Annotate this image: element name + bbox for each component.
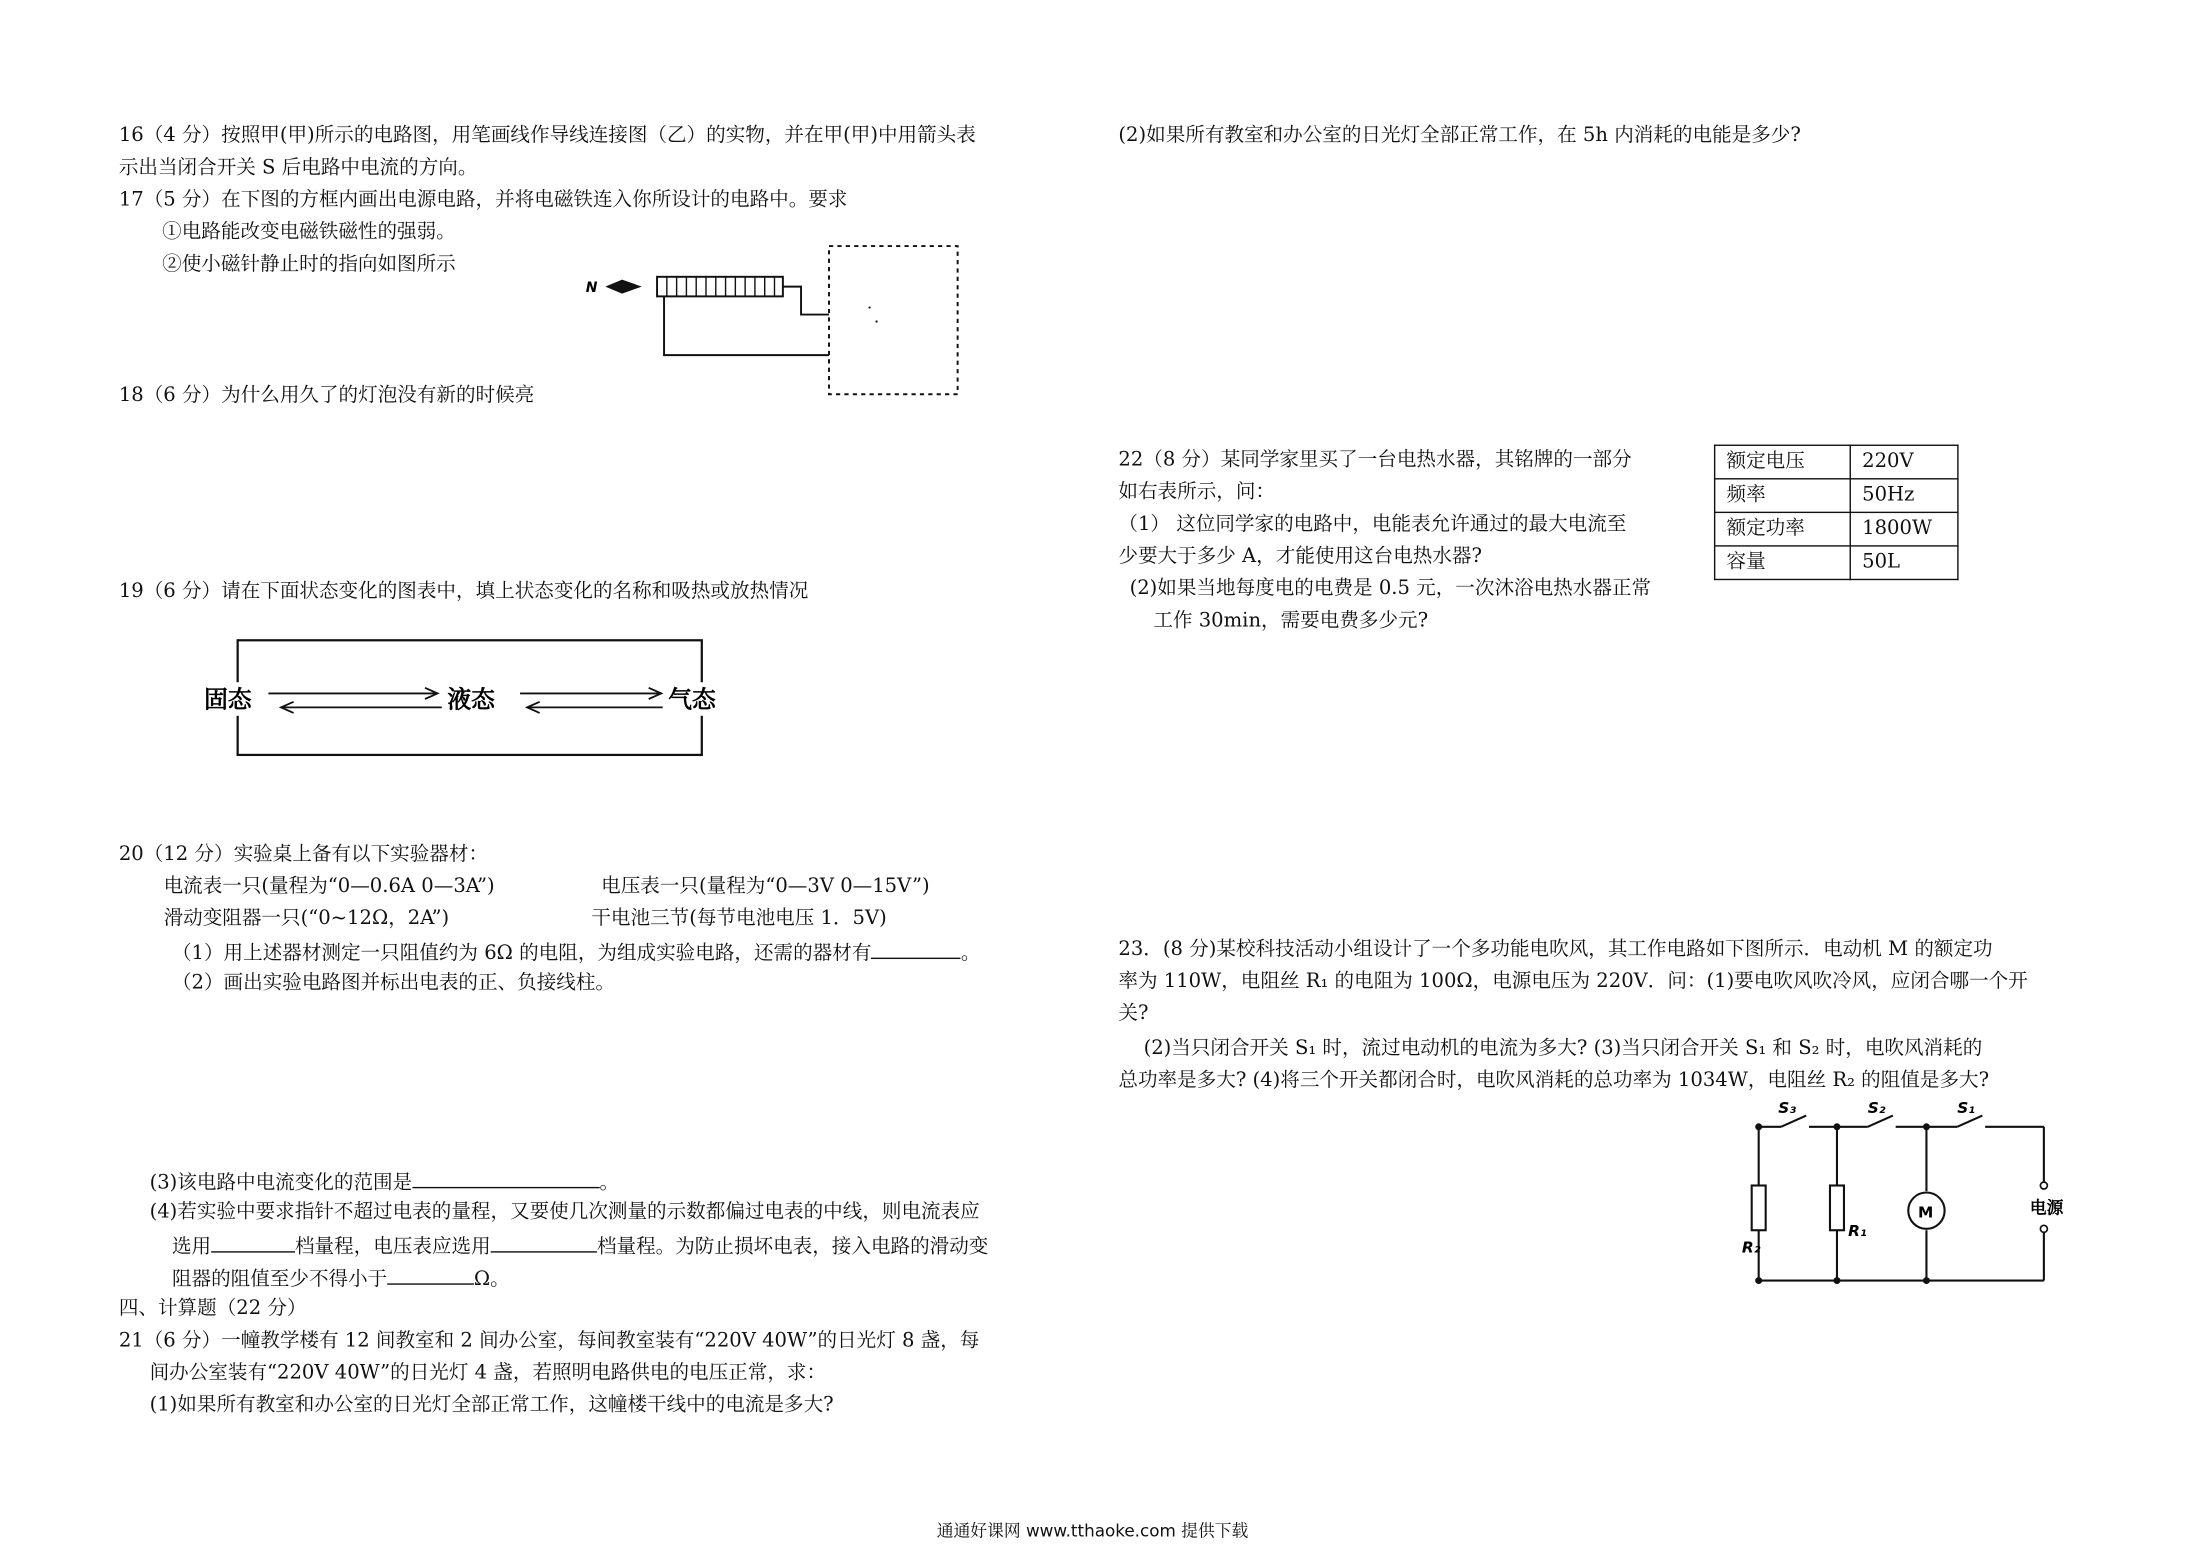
q20-part4-line2 xyxy=(172,1229,988,1264)
answer-blank[interactable] xyxy=(871,935,960,959)
spec-key: 额定电压 xyxy=(1715,445,1851,479)
q20-part1-end: 。 xyxy=(960,942,981,965)
q20-line1: 20（12 分）实验桌上备有以下实验器材： xyxy=(118,842,489,866)
q21-line2: 间办公室装有“220V 40W”的日光灯 4 盏，若照明电路供电的电压正常，求： xyxy=(149,1361,827,1385)
nameplate-table xyxy=(1714,445,1959,581)
spec-value: 50Hz xyxy=(1850,479,1958,513)
q20-part4-text-d: 阻器的阻值至少不得小于 xyxy=(171,1267,388,1291)
q23-line4: (2)当只闭合开关 S₁ 时，流过电动机的电流为多大? (3)当只闭合开关 S₁ 和 S₂ 时，电吹风消耗的 xyxy=(1143,1037,1983,1060)
hairdryer-circuit xyxy=(1734,1099,2084,1295)
q20-part4-text-b: 档量程，电压表应选用 xyxy=(294,1235,491,1259)
state-change-diagram xyxy=(196,632,741,765)
q20-voltmeter: 电压表一只(量程为“0—3V 0—15V”) xyxy=(601,875,930,898)
q18-line: 18（6 分）为什么用久了的灯泡没有新的时候亮 xyxy=(118,384,535,407)
q20-part4-text-a: 选用 xyxy=(171,1235,212,1259)
spec-value: 1800W xyxy=(1850,512,1958,546)
q23-line3: 关? xyxy=(1118,1002,1149,1025)
q20-part1 xyxy=(172,935,981,970)
q22-part2-line1: (2)如果当地每度电的电费是 0.5 元，一次沐浴电热水器正常 xyxy=(1129,577,1652,600)
motor-label: M xyxy=(1918,1203,1934,1222)
q20-part2: （2）画出实验电路图并标出电表的正、负接线柱。 xyxy=(171,971,615,994)
q16-line2: 示出当闭合开关 S 后电路中电流的方向。 xyxy=(118,156,478,179)
spec-value: 220V xyxy=(1850,445,1958,479)
q22-part2-line2: 工作 30min，需要电费多少元? xyxy=(1153,609,1429,632)
state-gas: 气态 xyxy=(668,685,716,714)
table-row xyxy=(1715,512,1958,546)
q23-line1: 23．(8 分)某校科技活动小组设计了一个多功能电吹风，其工作电路如下图所示．电动机 M 的额定功 xyxy=(1118,938,1993,961)
spec-key: 额定功率 xyxy=(1715,512,1851,546)
q23-line2: 率为 110W，电阻丝 R₁ 的电阻为 100Ω，电源电压为 220V．问：(1)要电吹风吹冷风，应闭合哪一个开 xyxy=(1118,970,2028,993)
resistor-r1 xyxy=(1830,1186,1844,1231)
q20-part4-line3 xyxy=(172,1261,510,1296)
r1-label: R₁ xyxy=(1848,1221,1867,1240)
q20-rheostat: 滑动变阻器一只(“0~12Ω，2A”) xyxy=(163,907,450,930)
resistor-r2 xyxy=(1752,1186,1766,1231)
needle-n-label: N xyxy=(585,280,598,297)
q20-part1-text: （1）用上述器材测定一只阻值约为 6Ω 的电阻，为组成实验电路，还需的器材有 xyxy=(171,942,872,965)
q22-line1: 22（8 分）某同学家里买了一台电热水器，其铭牌的一部分 xyxy=(1118,448,1632,472)
q19-line: 19（6 分）请在下面状态变化的图表中，填上状态变化的名称和吸热或放热情况 xyxy=(118,580,809,603)
q17-req1: ①电路能改变电磁铁磁性的强弱。 xyxy=(162,220,456,244)
answer-blank[interactable] xyxy=(387,1261,474,1285)
compass-needle-icon xyxy=(605,280,641,294)
table-row xyxy=(1715,546,1958,580)
q16-line1: 16（4 分）按照甲(甲)所示的电路图，用笔画线作导线连接图（乙）的实物，并在甲(甲)中用箭头表 xyxy=(118,124,976,147)
spec-key: 容量 xyxy=(1715,546,1851,580)
state-solid: 固态 xyxy=(204,685,252,714)
switch-s1-label: S₁ xyxy=(1957,1098,1975,1117)
q20-ammeter: 电流表一只(量程为“0—0.6A 0—3A”) xyxy=(163,875,495,898)
switch-s2-label: S₂ xyxy=(1867,1098,1886,1117)
q20-part4-line1: (4)若实验中要求指针不超过电表的量程，又要使几次测量的示数都偏过电表的中线，则电流表应 xyxy=(149,1200,980,1224)
q20-part3-end: 。 xyxy=(599,1171,620,1194)
table-row xyxy=(1715,479,1958,513)
state-liquid: 液态 xyxy=(447,685,495,714)
electromagnet-figure xyxy=(580,238,971,403)
q20-part4-text-e: Ω。 xyxy=(473,1267,510,1291)
q21-line1: 21（6 分）一幢教学楼有 12 间教室和 2 间办公室，每间教室装有“220V 40W”的日光灯 8 盏，每 xyxy=(118,1329,980,1352)
section-heading: 四、计算题（22 分） xyxy=(118,1297,307,1320)
q22-part1-line1: （1） 这位同学家的电路中，电能表允许通过的最大电流至 xyxy=(1118,513,1627,536)
r2-label: R₂ xyxy=(1741,1238,1761,1257)
q20-part3 xyxy=(150,1165,620,1200)
answer-blank[interactable] xyxy=(211,1229,295,1253)
q22-line2: 如右表所示，问： xyxy=(1118,480,1275,504)
q21-part1: (1)如果所有教室和办公室的日光灯全部正常工作，这幢楼干线中的电流是多大? xyxy=(149,1393,834,1417)
table-row xyxy=(1715,445,1958,479)
q20-battery: 干电池三节(每节电池电压 1．5V) xyxy=(591,907,887,930)
q17-line1: 17（5 分）在下图的方框内画出电源电路，并将电磁铁连入你所设计的电路中。要求 xyxy=(118,188,848,212)
q23-line5: 总功率是多大? (4)将三个开关都闭合时，电吹风消耗的总功率为 1034W，电阻丝 R₂ 的阻值是多大? xyxy=(1118,1069,1990,1092)
q22-part1-line2: 少要大于多少 A，才能使用这台电热水器? xyxy=(1118,545,1482,568)
answer-blank[interactable] xyxy=(491,1229,597,1253)
switch-s3-label: S₃ xyxy=(1778,1098,1797,1117)
footer: 通通好课网 www.tthaoke.com 提供下载 xyxy=(936,1521,1249,1541)
dashed-box xyxy=(829,246,958,394)
spec-value: 50L xyxy=(1850,546,1958,580)
answer-blank[interactable] xyxy=(412,1165,599,1189)
q21-part2: (2)如果所有教室和办公室的日光灯全部正常工作，在 5h 内消耗的电能是多少? xyxy=(1118,124,1801,147)
spec-key: 频率 xyxy=(1715,479,1851,513)
q20-part4-text-c: 档量程。为防止损坏电表，接入电路的滑动变 xyxy=(596,1235,989,1259)
q17-req2: ②使小磁针静止时的指向如图所示 xyxy=(162,253,456,276)
power-source-label: 电源 xyxy=(2029,1197,2064,1218)
q20-part3-text: (3)该电路中电流变化的范围是 xyxy=(149,1171,413,1194)
